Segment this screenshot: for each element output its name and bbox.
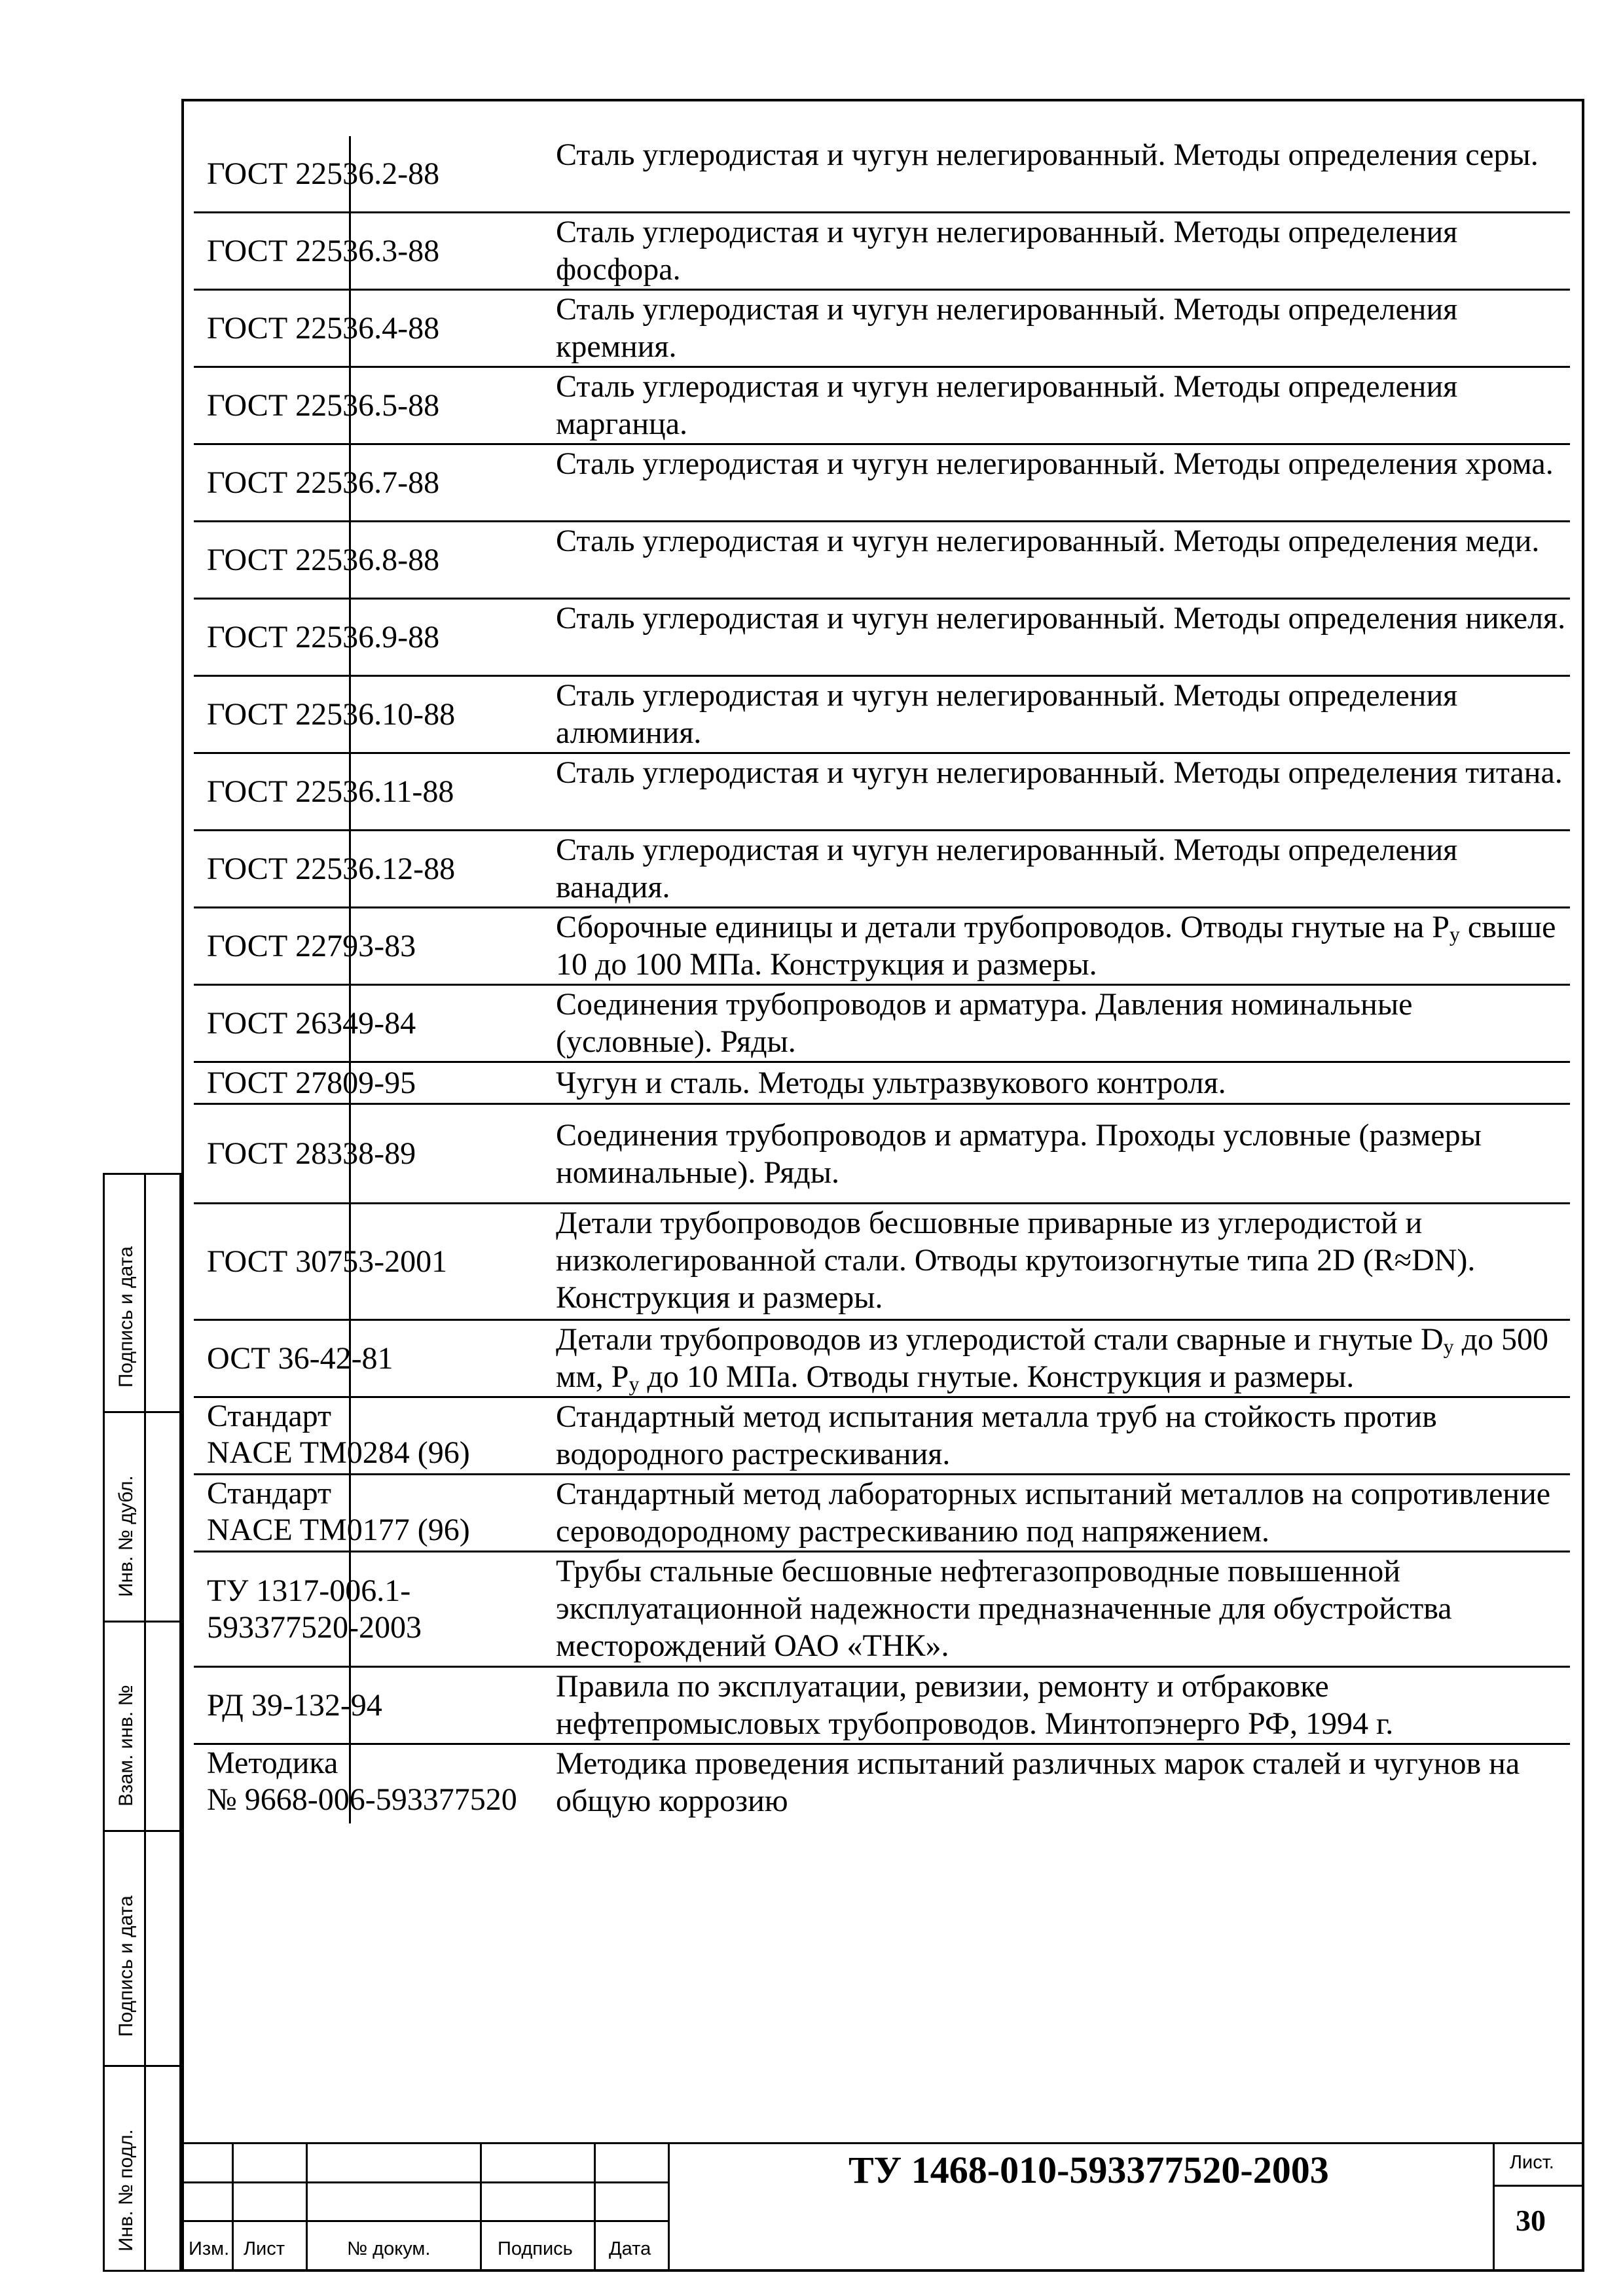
standard-code: Стандарт NACE TM0177 (96)	[207, 1476, 470, 1547]
sheet-label: Лист.	[1510, 2152, 1554, 2173]
col-doc-number: № докум.	[347, 2238, 431, 2259]
table-row	[194, 600, 1570, 677]
side-label-vzam-inv: Взам. инв. №	[115, 1685, 137, 1806]
col-izm: Изм.	[189, 2238, 230, 2259]
side-stamp-divider	[144, 1173, 146, 2272]
table-row	[194, 1552, 1570, 1668]
col-signature: Подпись	[498, 2238, 573, 2259]
title-block-top-line	[181, 2142, 1584, 2144]
standard-code: ГОСТ 22536.9-88	[207, 619, 440, 655]
standard-code: ГОСТ 27809-95	[207, 1065, 416, 1100]
standard-title: Сталь углеродистая и чугун нелегированный. Методы определения хрома.	[556, 446, 1554, 481]
standard-code: ГОСТ 22536.12-88	[207, 851, 456, 886]
table-row	[194, 1475, 1570, 1552]
side-label-sign-date: Подпись и дата	[115, 1246, 137, 1388]
standard-code: Стандарт NACE TM0284 (96)	[207, 1399, 470, 1470]
standard-title: Соединения трубопроводов и арматура. Проходы условные (размеры номинальные). Ряды.	[556, 1118, 1482, 1190]
side-stamp-separator	[103, 2065, 181, 2067]
title-block-col	[306, 2142, 308, 2272]
standard-title: Трубы стальные бесшовные нефтегазопроводные повышенной эксплуатационной надежности предназначенные для обустройства месторождений ОАО «ТНК».	[556, 1554, 1452, 1663]
table-row	[194, 1204, 1570, 1321]
standard-title: Сталь углеродистая и чугун нелегированный. Методы определения ванадия.	[556, 833, 1458, 905]
references-table	[194, 136, 1570, 1822]
standard-title: Сталь углеродистая и чугун нелегированный. Методы определения фосфора.	[556, 215, 1458, 287]
standard-code: ГОСТ 22536.7-88	[207, 465, 440, 500]
side-stamp-column	[103, 1173, 181, 2272]
standard-title: Стандартный метод испытания металла труб на стойкость против водородного растрескивания.	[556, 1399, 1437, 1471]
standard-code: ГОСТ 22536.4-88	[207, 310, 440, 346]
table-row	[194, 986, 1570, 1063]
side-label-inv-orig: Инв. № подл.	[115, 2129, 137, 2251]
standard-code: РД 39-132-94	[207, 1687, 382, 1723]
standard-code: ТУ 1317-006.1- 593377520-2003	[207, 1573, 422, 1645]
table-row	[194, 1398, 1570, 1475]
side-stamp-separator	[103, 1830, 181, 1832]
standard-code: ГОСТ 22536.10-88	[207, 696, 456, 732]
table-row	[194, 368, 1570, 445]
title-block-col	[668, 2142, 670, 2272]
standard-code: ОСТ 36-42-81	[207, 1340, 393, 1376]
standard-code: ГОСТ 22536.8-88	[207, 542, 440, 577]
standard-title: Сталь углеродистая и чугун нелегированный. Методы определения меди.	[556, 524, 1540, 558]
table-row	[194, 445, 1570, 522]
title-block-col	[594, 2142, 596, 2272]
standard-code: ГОСТ 22536.11-88	[207, 774, 454, 809]
standard-code: ГОСТ 26349-84	[207, 1005, 416, 1041]
title-block-col	[480, 2142, 482, 2272]
standard-title: Сталь углеродистая и чугун нелегированный. Методы определения титана.	[556, 755, 1563, 790]
standard-title: Сталь углеродистая и чугун нелегированный. Методы определения серы.	[556, 137, 1539, 172]
standard-title: Сталь углеродистая и чугун нелегированный. Методы определения никеля.	[556, 601, 1566, 636]
standard-code: ГОСТ 22536.3-88	[207, 233, 440, 268]
standard-title: Чугун и сталь. Методы ультразвукового контроля.	[556, 1066, 1226, 1100]
table-row	[194, 1745, 1570, 1822]
table-row	[194, 1063, 1570, 1105]
standard-code: Методика № 9668-006-593377520	[207, 1746, 517, 1817]
table-row	[194, 677, 1570, 754]
side-stamp-separator	[103, 1411, 181, 1413]
standard-title: Сталь углеродистая и чугун нелегированный. Методы определения марганца.	[556, 369, 1458, 441]
standard-code: ГОСТ 22536.5-88	[207, 387, 440, 423]
table-row	[194, 1105, 1570, 1204]
table-row	[194, 754, 1570, 831]
standard-code: ГОСТ 28338-89	[207, 1136, 416, 1171]
side-label-inv-dup: Инв. № дубл.	[115, 1475, 137, 1597]
table-row	[194, 908, 1570, 986]
standard-title: Стандартный метод лабораторных испытаний металлов на сопротивление сероводородному растрескиванию под напряжением.	[556, 1477, 1551, 1549]
table-row	[194, 136, 1570, 213]
standard-title: Сборочные единицы и детали трубопроводов. Отводы гнутые на $Р_у$ свыше 10 до 100 МПа. Конструкция и размеры.	[556, 910, 1556, 982]
title-block-line	[181, 2181, 670, 2183]
document-number: ТУ 1468-010-593377520-2003	[848, 2149, 1329, 2191]
col-date: Дата	[609, 2238, 651, 2259]
col-list: Лист	[244, 2238, 285, 2259]
title-block-col	[1493, 2142, 1495, 2272]
table-row	[194, 1668, 1570, 1745]
standard-title: Сталь углеродистая и чугун нелегированный. Методы определения кремния.	[556, 292, 1458, 364]
table-row	[194, 831, 1570, 908]
standard-code: ГОСТ 22793-83	[207, 928, 416, 963]
title-block-line	[181, 2220, 670, 2222]
table-row	[194, 522, 1570, 600]
title-block-col	[232, 2142, 234, 2272]
standard-code: ГОСТ 30753-2001	[207, 1244, 448, 1279]
standard-title: Детали трубопроводов из углеродистой стали сварные и гнутые $D_у$ до 500 мм, $Р_у$ до 10 МПа. Отводы гнутые. Конструкция и размеры.	[556, 1322, 1549, 1395]
table-row	[194, 291, 1570, 368]
standard-title: Методика проведения испытаний различных марок сталей и чугунов на общую коррозию	[556, 1746, 1520, 1818]
standard-title: Сталь углеродистая и чугун нелегированный. Методы определения алюминия.	[556, 678, 1458, 750]
side-stamp-separator	[103, 1621, 181, 1623]
table-row	[194, 213, 1570, 291]
title-block-line	[1493, 2185, 1584, 2187]
standard-title: Правила по эксплуатации, ревизии, ремонту и отбраковке нефтепромысловых трубопроводов. Минтопэнерго РФ, 1994 г.	[556, 1669, 1394, 1741]
standard-title: Соединения трубопроводов и арматура. Давления номинальные (условные). Ряды.	[556, 987, 1413, 1059]
standard-code: ГОСТ 22536.2-88	[207, 156, 440, 191]
table-row	[194, 1321, 1570, 1398]
standard-title: Детали трубопроводов бесшовные приварные из углеродистой и низколегированной стали. Отводы крутоизогнутые типа 2D (R≈DN). Конструкция и размеры.	[556, 1206, 1476, 1315]
sheet-number: 30	[1516, 2204, 1546, 2237]
side-label-sign-date: Подпись и дата	[115, 1895, 137, 2037]
